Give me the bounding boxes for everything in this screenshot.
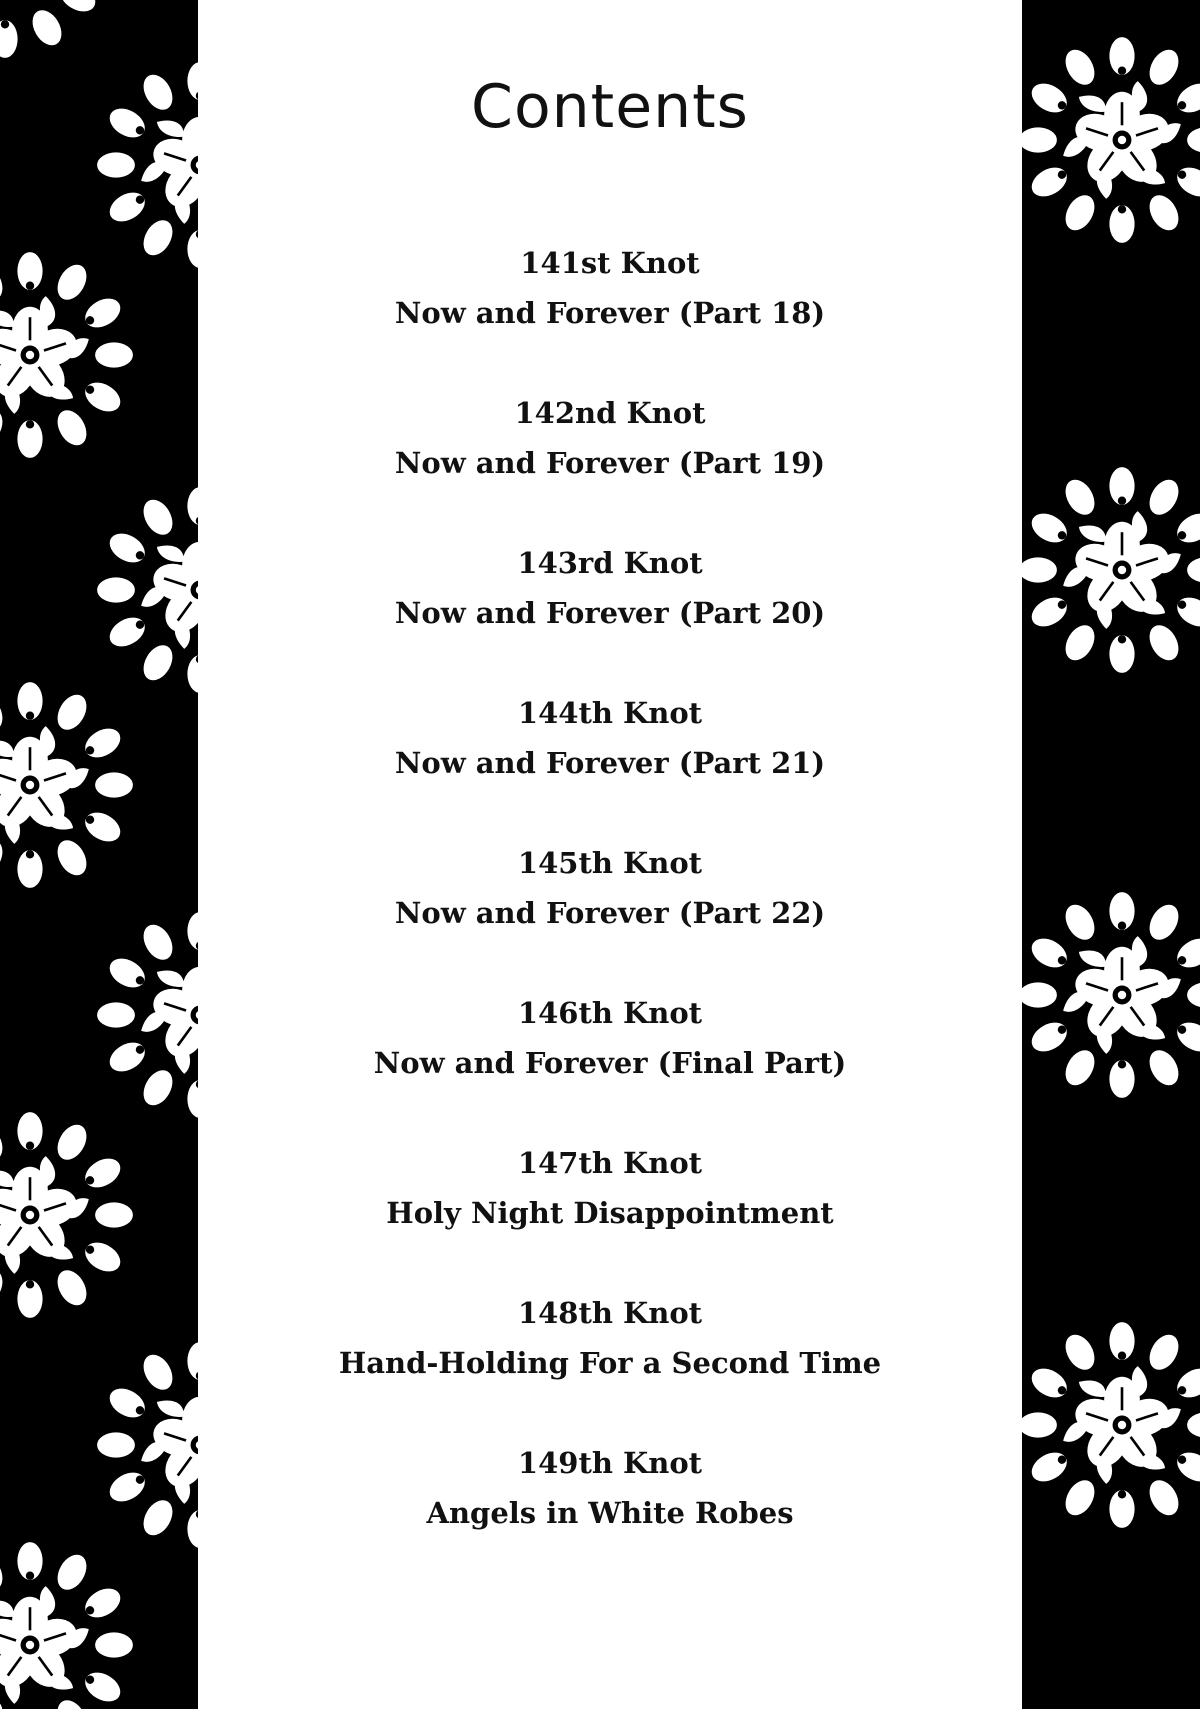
- chapter-title: Now and Forever (Part 22): [394, 896, 826, 930]
- chapter-title: Now and Forever (Part 18): [394, 296, 826, 330]
- table-of-contents: [198, 238, 1022, 1588]
- contents-panel: [198, 0, 1022, 1709]
- floral-medallion-icon: [0, 0, 110, 60]
- toc-entry: [198, 838, 1022, 988]
- chapter-number: 147th Knot: [517, 1146, 703, 1180]
- floral-medallion-icon: [1022, 465, 1200, 675]
- chapter-number: 149th Knot: [517, 1446, 703, 1480]
- chapter-title: Now and Forever (Part 21): [394, 746, 826, 780]
- floral-medallion-icon: [95, 485, 198, 695]
- floral-medallion-icon: [0, 1110, 135, 1320]
- chapter-number: 141st Knot: [520, 246, 700, 280]
- chapter-title: Now and Forever (Final Part): [373, 1046, 847, 1080]
- chapter-number: 148th Knot: [517, 1296, 703, 1330]
- toc-entry: [198, 388, 1022, 538]
- toc-entry: [198, 688, 1022, 838]
- chapter-number: 142nd Knot: [514, 396, 706, 430]
- chapter-number: 145th Knot: [517, 846, 703, 880]
- floral-medallion-icon: [0, 1540, 135, 1709]
- left-floral-border: [0, 0, 198, 1709]
- floral-medallion-icon: [95, 1340, 198, 1550]
- toc-entry: [198, 1438, 1022, 1588]
- floral-medallion-icon: [0, 250, 135, 460]
- chapter-title: Now and Forever (Part 19): [394, 446, 826, 480]
- chapter-title: Holy Night Disappointment: [386, 1196, 834, 1230]
- toc-entry: [198, 1288, 1022, 1438]
- toc-entry: [198, 1138, 1022, 1288]
- chapter-number: 143rd Knot: [517, 546, 703, 580]
- floral-medallion-icon: [0, 680, 135, 890]
- right-floral-border: [1022, 0, 1200, 1709]
- chapter-title: Now and Forever (Part 20): [394, 596, 826, 630]
- page-title: Contents: [471, 72, 749, 142]
- chapter-number: 144th Knot: [517, 696, 703, 730]
- chapter-number: 146th Knot: [517, 996, 703, 1030]
- toc-entry: [198, 988, 1022, 1138]
- floral-medallion-icon: [95, 910, 198, 1120]
- floral-medallion-icon: [1022, 890, 1200, 1100]
- floral-medallion-icon: [1022, 1320, 1200, 1530]
- toc-entry: [198, 538, 1022, 688]
- chapter-title: Hand-Holding For a Second Time: [338, 1346, 882, 1380]
- chapter-title: Angels in White Robes: [426, 1496, 794, 1530]
- floral-medallion-icon: [95, 60, 198, 270]
- floral-medallion-icon: [1022, 35, 1200, 245]
- toc-entry: [198, 238, 1022, 388]
